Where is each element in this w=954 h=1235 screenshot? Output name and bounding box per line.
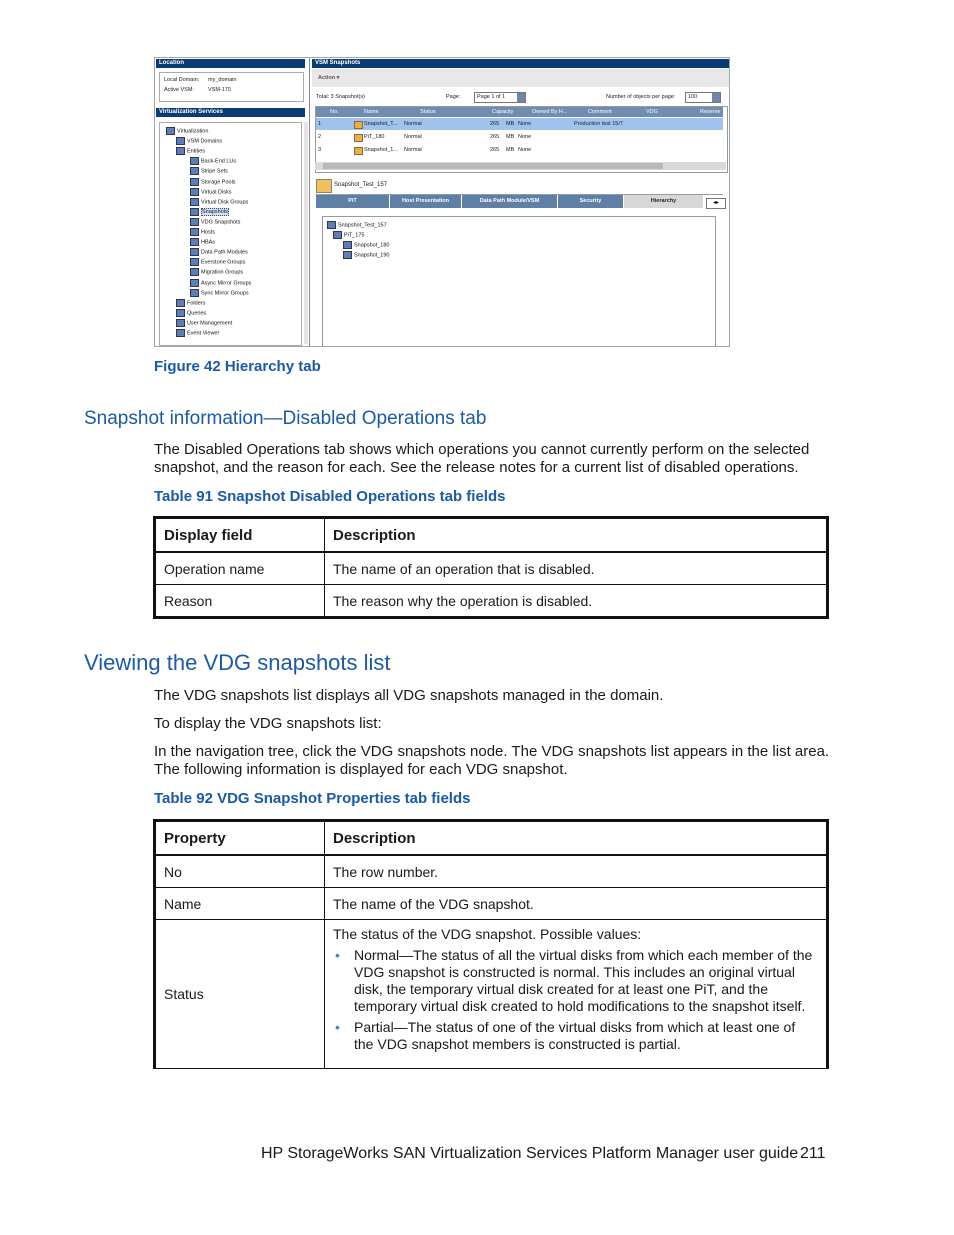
- tree-node[interactable]: [190, 198, 248, 206]
- snapshot-icon: [333, 231, 342, 239]
- table-header-row: [155, 518, 828, 553]
- hierarchy-node[interactable]: [333, 231, 365, 239]
- table-header-cell: Display field: [155, 518, 325, 553]
- grid-cell: Production test 15/7: [574, 121, 623, 127]
- snapshot-icon: [354, 147, 363, 155]
- column-header[interactable]: Owned By H...: [532, 109, 568, 115]
- grid-cell: 265: [490, 134, 500, 140]
- tree-node[interactable]: [190, 258, 245, 266]
- page-label: Page:: [446, 94, 461, 100]
- column-header[interactable]: Reserve: [700, 109, 721, 115]
- grid-horizontal-scrollbar[interactable]: [315, 162, 726, 170]
- tree-node-label: HBAs: [201, 239, 216, 246]
- tree-node[interactable]: [176, 309, 206, 317]
- tree-node-label: Storage Pools: [201, 178, 236, 185]
- tree-node[interactable]: [190, 289, 249, 297]
- objects-per-page-select[interactable]: [685, 92, 721, 103]
- column-header[interactable]: No.: [330, 109, 339, 115]
- node-icon: [176, 329, 185, 337]
- table-cell: The name of the VDG snapshot.: [325, 888, 828, 920]
- vdg-para-3: In the navigation tree, click the VDG snapshots node. The VDG snapshots list appears in the list area. The following information is displayed for each VDG snapshot.: [154, 743, 830, 778]
- snapshot-icon: [343, 241, 352, 249]
- table-cell: No: [155, 855, 325, 888]
- grid-cell: MB: [506, 147, 515, 153]
- tree-node[interactable]: [176, 329, 219, 337]
- chevron-down-icon: [712, 93, 720, 102]
- hierarchy-node-label: Snapshot_Test_157: [338, 222, 387, 229]
- hierarchy-tab-screenshot: [154, 57, 730, 347]
- table-91: [153, 516, 829, 619]
- tree-node-label: Event Viewer: [187, 330, 220, 337]
- location-header: Location: [156, 59, 305, 68]
- table-row: [155, 888, 828, 920]
- vsm-snapshots-header: VSM Snapshots: [312, 59, 729, 68]
- status-values-list: [333, 947, 818, 1053]
- table-row[interactable]: [316, 118, 723, 130]
- grid-cell: None: [518, 147, 532, 153]
- tree-node[interactable]: [190, 188, 231, 196]
- node-icon: [190, 268, 199, 276]
- grid-cell: 3: [318, 147, 322, 153]
- scroll-thumb[interactable]: [323, 163, 663, 169]
- tree-node-label: Sync Mirror Groups: [201, 290, 249, 297]
- grid-cell: Snapshot_T...: [364, 121, 398, 127]
- tab-scroll-arrows[interactable]: ◂▸: [706, 198, 726, 209]
- tree-node-label: Stripe Sets: [201, 168, 228, 175]
- table-cell: The name of an operation that is disabled.: [325, 552, 828, 585]
- section-title-disabled-operations: Snapshot information—Disabled Operations tab: [84, 408, 487, 429]
- tree-node[interactable]: [176, 147, 205, 155]
- node-icon: [176, 309, 185, 317]
- hierarchy-node-label: PiT_175: [344, 232, 365, 239]
- objects-per-page-label: Number of objects per page:: [606, 94, 676, 100]
- local-domain-value: my_domain: [208, 77, 237, 83]
- chevron-down-icon: [517, 93, 525, 102]
- tree-node[interactable]: [190, 167, 228, 175]
- node-icon: [176, 299, 185, 307]
- table-cell: The row number.: [325, 855, 828, 888]
- grid-cell: Normal: [404, 134, 422, 140]
- tree-scrollbar[interactable]: [304, 122, 308, 344]
- tree-node-label: Async Mirror Groups: [201, 279, 252, 286]
- hierarchy-tree: [322, 216, 716, 347]
- hierarchy-node[interactable]: [343, 241, 389, 249]
- page-number: 211: [800, 1145, 826, 1162]
- tree-node-label: Everstone Groups: [201, 259, 246, 266]
- node-icon: [176, 319, 185, 327]
- tab-data-path-module-vsm[interactable]: Data Path Module/VSM: [462, 195, 558, 208]
- tree-node[interactable]: [190, 228, 215, 236]
- section-title-vdg-snapshots: Viewing the VDG snapshots list: [84, 650, 391, 675]
- list-item: • Normal—The status of all the virtual disks from which each member of the VDG snapshot is constructed is normal. This includes an original virtual disk, the temporary virtual disk created for at least one PiT, and the temporary virtual disk created to hold modifications to the snapshot itself.: [354, 947, 818, 1015]
- tree-node[interactable]: [176, 299, 205, 307]
- objects-per-page-value: 100: [688, 94, 698, 100]
- vdg-para-1: The VDG snapshots list displays all VDG snapshots managed in the domain.: [154, 687, 664, 704]
- selected-snapshot-name: Snapshot_Test_157: [334, 182, 388, 188]
- snapshot-icon: [327, 221, 336, 229]
- node-icon: [190, 198, 199, 206]
- node-icon: [166, 127, 175, 135]
- table-row: [155, 855, 828, 888]
- tree-node-label: Folders: [187, 300, 206, 307]
- page-select-value: Page 1 of 1: [477, 94, 506, 100]
- hierarchy-node[interactable]: [343, 251, 389, 259]
- tree-node[interactable]: [176, 319, 232, 327]
- table-92: [153, 819, 829, 1069]
- navigation-panel: [155, 58, 310, 346]
- node-icon: [176, 137, 185, 145]
- snapshot-list-panel: [312, 58, 729, 346]
- tree-node[interactable]: [166, 127, 208, 135]
- table-row[interactable]: [316, 144, 723, 156]
- table-row[interactable]: [316, 131, 723, 143]
- page-select[interactable]: [474, 92, 526, 103]
- tree-node-label: VSM Domains: [187, 138, 223, 145]
- node-icon: [190, 178, 199, 186]
- column-header[interactable]: Status: [420, 109, 436, 115]
- tree-node-label: Hosts: [201, 229, 216, 236]
- figure-caption: Figure 42 Hierarchy tab: [154, 358, 321, 375]
- tree-node[interactable]: [190, 268, 243, 276]
- grid-cell: 2: [318, 134, 322, 140]
- column-header[interactable]: Name: [364, 109, 379, 115]
- node-icon: [190, 279, 199, 287]
- hierarchy-node[interactable]: [327, 221, 387, 229]
- tab-security[interactable]: Security: [558, 195, 624, 208]
- node-icon: [190, 157, 199, 165]
- tree-node-label: Migration Groups: [201, 269, 244, 276]
- node-icon: [190, 248, 199, 256]
- tab-pit[interactable]: PiT: [316, 195, 390, 208]
- table-91-caption: Table 91 Snapshot Disabled Operations tab fields: [154, 488, 506, 505]
- tab-host-presentation[interactable]: Host Presentation: [390, 195, 462, 208]
- snapshot-icon: [354, 134, 363, 142]
- column-header[interactable]: Comment: [588, 109, 612, 115]
- table-header-cell: Description: [325, 821, 828, 856]
- tree-node-label: Snapshots: [202, 209, 228, 216]
- grid-header: [316, 107, 723, 117]
- table-cell: Name: [155, 888, 325, 920]
- table-row: [155, 585, 828, 618]
- grid-cell: Snapshot_1...: [364, 147, 398, 153]
- node-icon: [190, 167, 199, 175]
- vdg-para-2: To display the VDG snapshots list:: [154, 715, 382, 732]
- grid-cell: 1: [318, 121, 322, 127]
- tree-node-label: Data Path Modules: [201, 249, 248, 256]
- tree-node-label: VDG Snapshots: [201, 219, 241, 226]
- hierarchy-node-label: Snapshot_180: [354, 242, 390, 249]
- table-header-cell: Property: [155, 821, 325, 856]
- hierarchy-node-label: Snapshot_190: [354, 252, 390, 259]
- tree-node-label: Queries: [187, 310, 207, 317]
- tree-node-label: Entities: [187, 148, 206, 155]
- local-domain-label: Local Domain:: [164, 77, 200, 83]
- tree-node[interactable]: [190, 208, 229, 216]
- action-toolbar: [312, 69, 729, 87]
- virtualization-services-header: Virtualization Services: [156, 108, 305, 117]
- tree-node[interactable]: [190, 248, 248, 256]
- table-cell: Status: [155, 920, 325, 1069]
- table-cell: Operation name: [155, 552, 325, 585]
- navigation-tree: [159, 122, 302, 346]
- tree-node[interactable]: [190, 279, 251, 287]
- node-icon: [190, 289, 199, 297]
- tree-node-label: Virtual Disk Groups: [201, 199, 249, 206]
- snapshot-icon: [343, 251, 352, 259]
- table-header-row: [155, 821, 828, 856]
- table-92-caption: Table 92 VDG Snapshot Properties tab fields: [154, 790, 471, 807]
- node-icon: [190, 258, 199, 266]
- status-description-cell: [325, 920, 828, 1069]
- active-vsm-label: Active VSM:: [164, 87, 194, 93]
- tree-node-label: Virtualization: [177, 128, 209, 135]
- tree-node-label: Back-End LUs: [201, 158, 237, 165]
- tree-node[interactable]: [190, 238, 215, 246]
- action-menu[interactable]: Action ▾: [318, 75, 340, 81]
- table-header-cell: Description: [325, 518, 828, 553]
- column-header[interactable]: Capacity: [492, 109, 514, 115]
- table-row: [155, 552, 828, 585]
- grid-cell: 265: [490, 147, 500, 153]
- grid-cell: MB: [506, 134, 515, 140]
- node-icon: [190, 228, 199, 236]
- grid-cell: 265: [490, 121, 500, 127]
- grid-cell: Normal: [404, 147, 422, 153]
- table-cell: Reason: [155, 585, 325, 618]
- node-icon: [176, 147, 185, 155]
- disabled-operations-paragraph: The Disabled Operations tab shows which operations you cannot currently perform on the selected snapshot, and the reason for each. See the release notes for a current list of disabled operations.: [154, 441, 810, 476]
- node-icon: [190, 188, 199, 196]
- grid-cell: None: [518, 121, 532, 127]
- snapshot-icon: [354, 121, 363, 129]
- node-icon: [190, 238, 199, 246]
- grid-cell: Normal: [404, 121, 422, 127]
- footer-title: HP StorageWorks SAN Virtualization Services Platform Manager user guide: [261, 1145, 799, 1162]
- tree-node[interactable]: [190, 157, 236, 165]
- tree-node[interactable]: [190, 178, 236, 186]
- table-row: [155, 920, 828, 1069]
- detail-tabs: [316, 195, 706, 208]
- grid-cell: PiT_180: [364, 134, 385, 140]
- tree-node[interactable]: [190, 218, 240, 226]
- node-icon: [190, 218, 199, 226]
- node-icon: [190, 208, 199, 216]
- grid-cell: MB: [506, 121, 515, 127]
- tree-node-label: User Management: [187, 320, 233, 327]
- list-item: • Partial—The status of one of the virtual disks from which at least one of the VDG snapshot members is constructed is partial.: [354, 1019, 818, 1053]
- status-intro: The status of the VDG snapshot. Possible values:: [333, 926, 642, 942]
- tree-node-label: Virtual Disks: [201, 189, 232, 196]
- table-cell: The reason why the operation is disabled.: [325, 585, 828, 618]
- tree-node[interactable]: [176, 137, 222, 145]
- active-vsm-value: VSM-170: [208, 87, 231, 93]
- grid-cell: None: [518, 134, 532, 140]
- snapshot-icon: [316, 179, 332, 193]
- location-box: [159, 72, 304, 102]
- total-count: Total: 3 Snapshot(s): [316, 94, 365, 100]
- column-header[interactable]: VDG: [646, 109, 658, 115]
- tab-hierarchy[interactable]: Hierarchy: [624, 195, 704, 208]
